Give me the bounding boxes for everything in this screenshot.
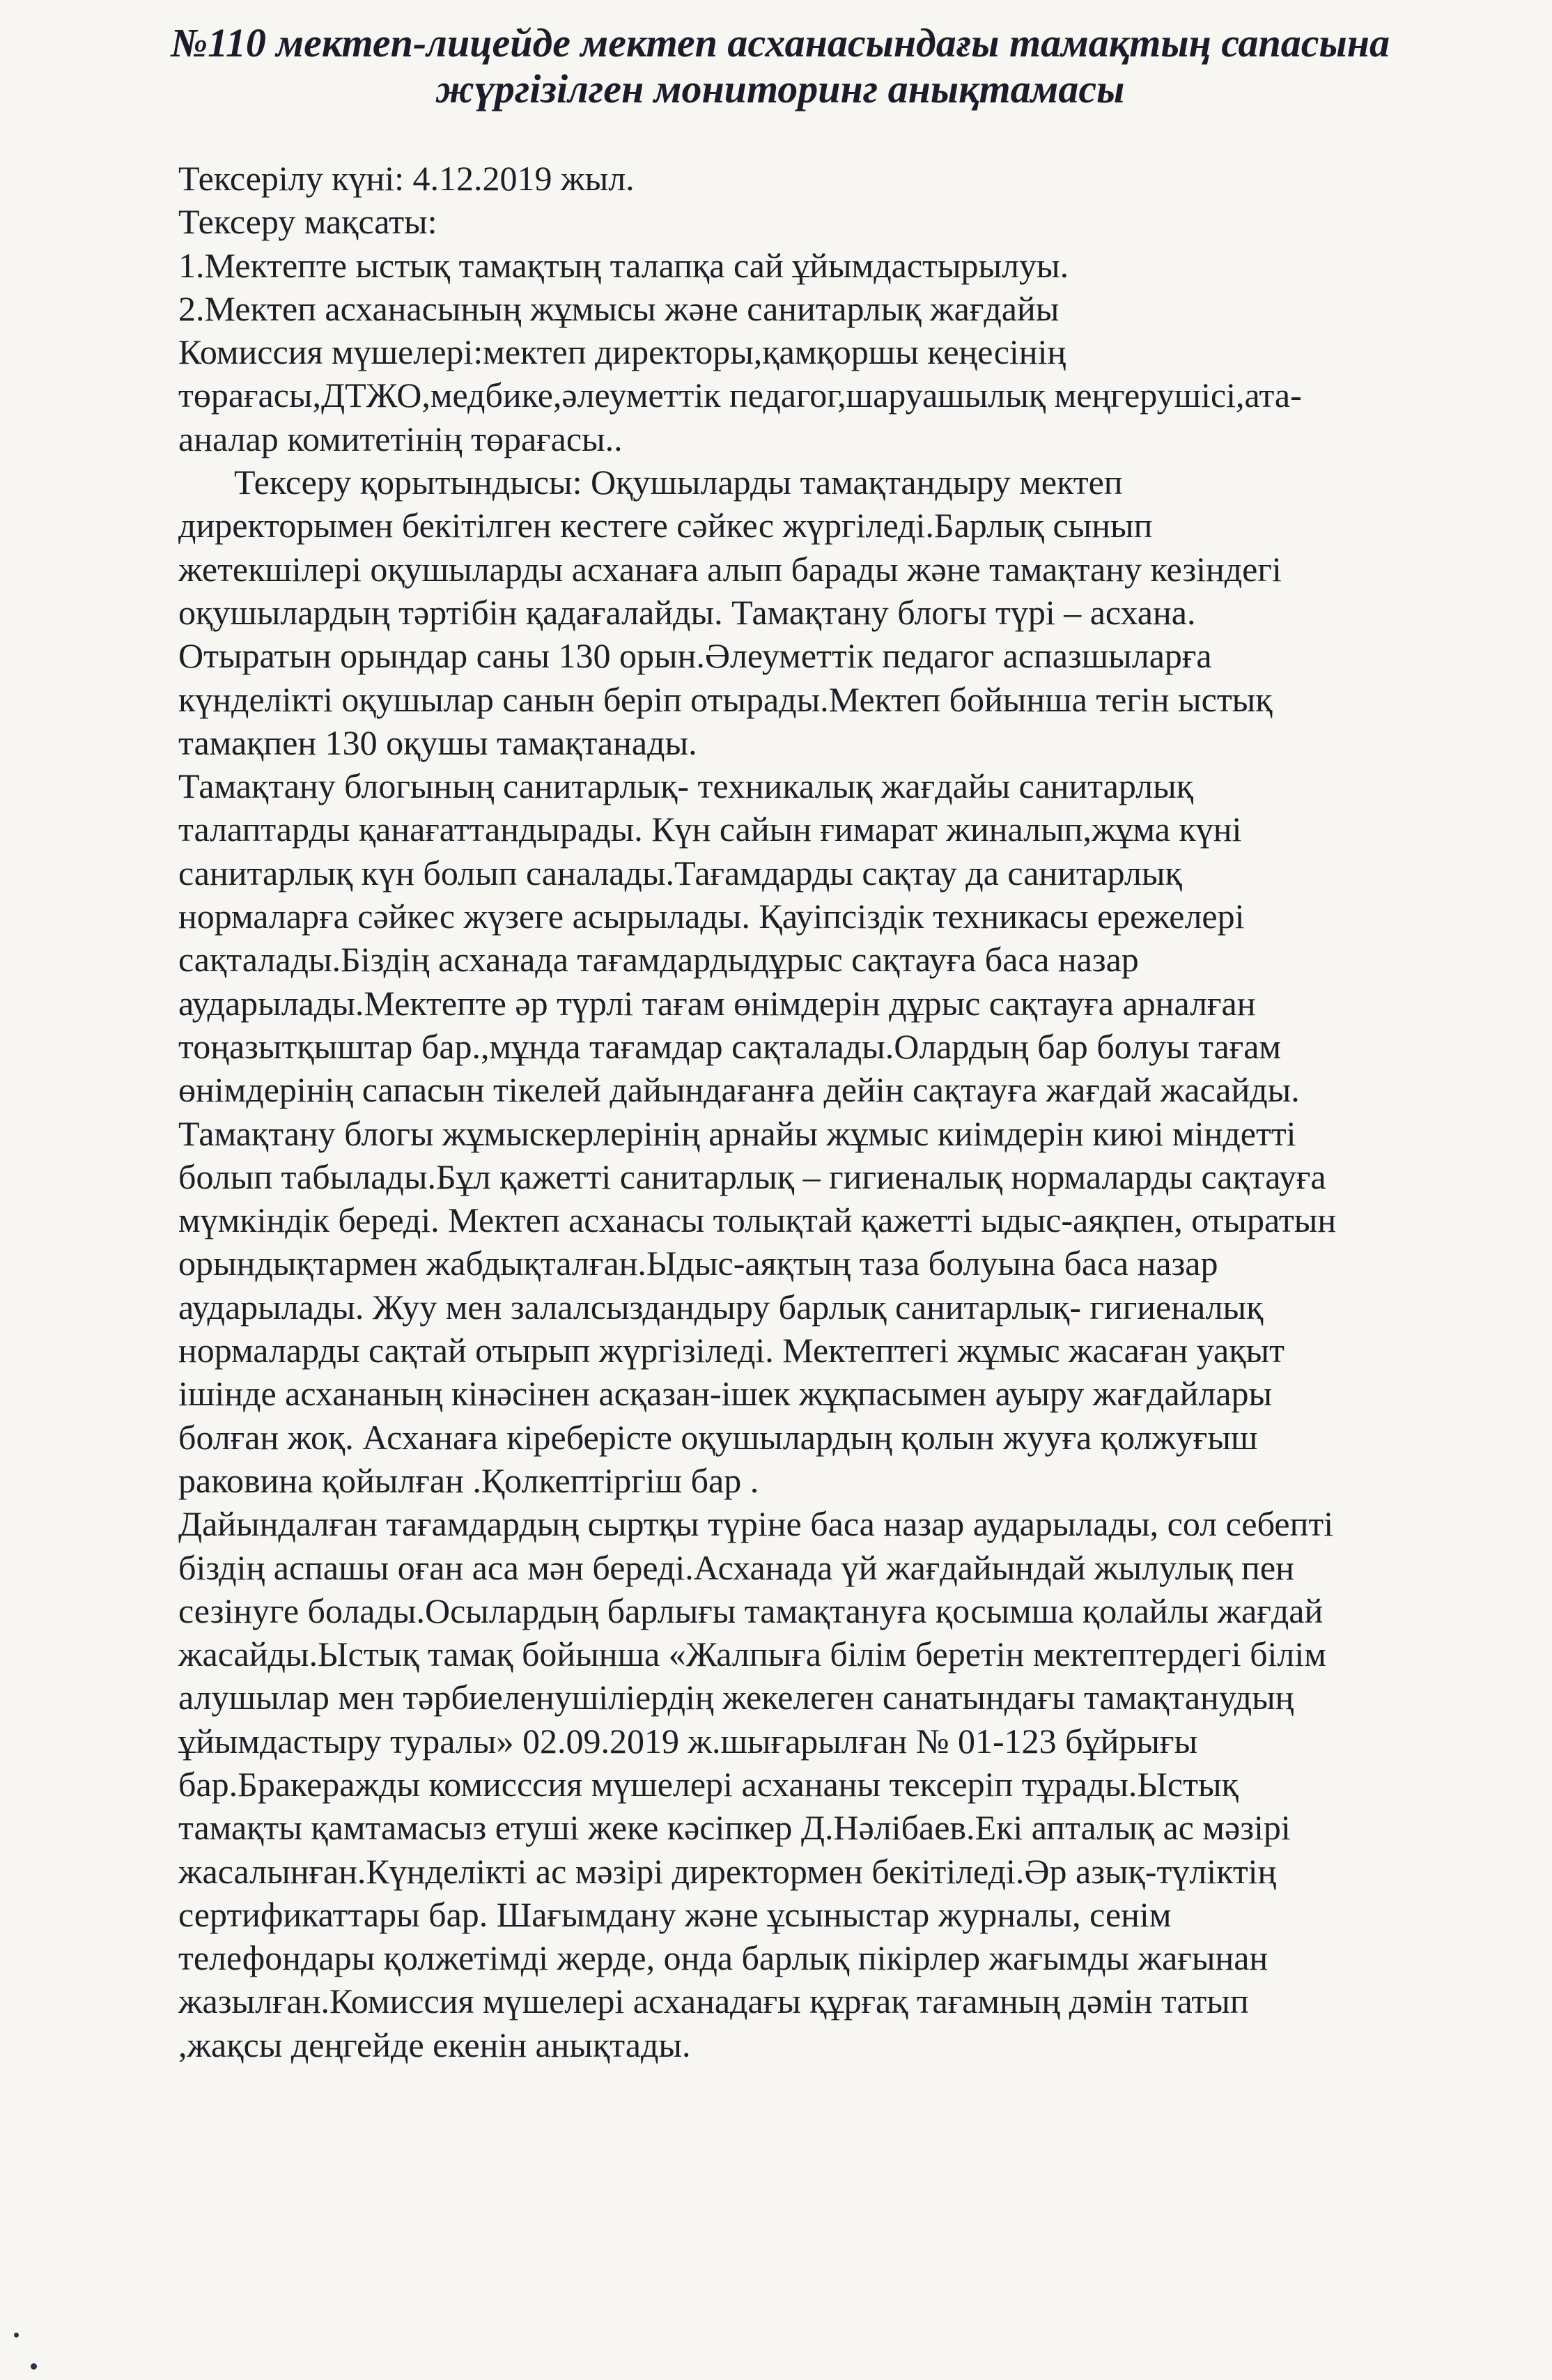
- final-paragraph-line: телефондары қолжетімді жерде, онда барлық пікірлер жағымды жағынан: [178, 1938, 1268, 1978]
- final-paragraph-line: бар.Бракеражды комисссия мүшелері асхананы тексеріп тұрады.Ыстық: [178, 1764, 1239, 1804]
- sanitary-paragraph-line: ішінде асхананың кінәсінен асқазан-ішек жұқпасымен ауыру жағдайлары: [178, 1374, 1273, 1414]
- document-title-line-2: жүргізілген мониторинг анықтамасы: [435, 66, 1125, 111]
- final-paragraph-line: ,жақсы деңгейде екенін анықтады.: [178, 2025, 691, 2064]
- sanitary-paragraph-line: мүмкіндік береді. Мектеп асханасы толықтай қажетті ыдыс-аяқпен, отыратын: [178, 1200, 1337, 1240]
- commission-members-line-3: аналар комитетінің төрағасы..: [178, 419, 623, 458]
- final-paragraph-line: [178, 2066, 1516, 2110]
- final-paragraph-line: Дайындалған тағамдардың сыртқы түріне баса назар аударылады, сол себепті: [178, 1504, 1334, 1544]
- sanitary-paragraph-line: нормаларды сақтай отырып жүргізіледі. Мектептегі жұмыс жасаған уақыт: [178, 1331, 1285, 1370]
- sanitary-paragraph-line: талаптарды қанағаттандырады. Күн сайын ғимарат жиналып,жұма күні: [178, 810, 1242, 849]
- results-paragraph-line: директорымен бекітілген кестеге сәйкес жүргіледі.Барлық сынып: [178, 506, 1153, 546]
- sanitary-paragraph-line: аударылады.Мектепте әр түрлі тағам өнімдерін дұрыс сақтауға арналған: [178, 983, 1256, 1023]
- purpose-item-1: 1.Мектепте ыстық тамақтың талапқа сай ұйымдастырылуы.: [178, 245, 1069, 285]
- sanitary-paragraph-line: өнімдерінің сапасын тікелей дайындағанға дейін сақтауға жағдай жасайды.: [178, 1070, 1300, 1110]
- results-paragraph-line: оқушылардың тәртібін қадағалайды. Тамақтану блогы түрі – асхана.: [178, 592, 1196, 632]
- sanitary-paragraph-line: тоңазытқыштар бар.,мұнда тағамдар сақталады.Олардың бар болуы тағам: [178, 1026, 1282, 1066]
- results-paragraph-line: Отыратын орындар саны 130 орын.Әлеуметтік педагог аспазшыларға: [178, 636, 1212, 676]
- final-paragraph-line: жасайды.Ыстық тамақ бойынша «Жалпыға білім беретін мектептердегі білім: [178, 1635, 1326, 1674]
- results-paragraph-line: күнделікті оқушылар санын беріп отырады.Мектеп бойынша тегін ыстық: [178, 679, 1273, 719]
- inspection-purpose-heading: Тексеру мақсаты:: [178, 202, 437, 242]
- final-paragraph-line: сезінуге болады.Осылардың барлығы тамақтануға қосымша қолайлы жағдай: [178, 1591, 1324, 1630]
- sanitary-paragraph-line: Тамақтану блогы жұмыскерлерінің арнайы жұмыс киімдерін киюі міндетті: [178, 1113, 1296, 1153]
- sanitary-paragraph-line: раковина қойылған .Қолкептіргіш бар .: [178, 1460, 759, 1500]
- final-paragraph-line: алушылар мен тәрбиеленушіліердің жекелеген санатындағы тамақтанудың: [178, 1678, 1294, 1717]
- document-body: [178, 157, 1516, 2110]
- scan-speck: [31, 2363, 37, 2370]
- final-paragraph-line: тамақты қамтамасыз етуші жеке кәсіпкер Д.Нәлібаев.Екі апталық ас мәзірі: [178, 1808, 1291, 1848]
- final-paragraph-line: сертификаттары бар. Шағымдану және ұсыныстар журналы, сенім: [178, 1894, 1172, 1934]
- results-paragraph-line: тамақпен 130 оқушы тамақтанады.: [178, 722, 697, 762]
- sanitary-paragraph-line: болып табылады.Бұл қажетті санитарлық – гигиеналық нормаларды сақтауға: [178, 1157, 1326, 1196]
- sanitary-paragraph-line: аударылады. Жуу мен залалсыздандыру барлық санитарлық- гигиеналық: [178, 1287, 1264, 1327]
- final-paragraph-line: ұйымдастыру туралы» 02.09.2019 ж.шығарылған № 01-123 бұйрығы: [178, 1721, 1198, 1761]
- inspection-date-line: Тексерілу күні: 4.12.2019 жыл.: [178, 159, 635, 198]
- commission-members-line-1: Комиссия мүшелері:мектеп директоры,қамқоршы кеңесінің: [178, 332, 1066, 372]
- sanitary-paragraph-line: нормаларға сәйкес жүзеге асырылады. Қауіпсіздік техникасы ережелері: [178, 897, 1245, 936]
- commission-members-line-2: төрағасы,ДТЖО,медбике,әлеуметтік педагог,шаруашылық меңгерушісі,ата-: [178, 376, 1302, 415]
- results-paragraph-line: жетекшілері оқушыларды асханаға алып барады және тамақтану кезіндегі: [178, 549, 1282, 589]
- purpose-item-2: 2.Мектеп асханасының жұмысы және санитарлық жағдайы: [178, 288, 1060, 328]
- final-paragraph-line: жазылған.Комиссия мүшелері асханадағы құрғақ тағамның дәмін татып: [178, 1981, 1249, 2021]
- sanitary-paragraph-line: Тамақтану блогының санитарлық- техникалық жағдайы санитарлық: [178, 766, 1194, 806]
- final-paragraph-line: біздің аспашы оған аса мән береді.Асханада үй жағдайындай жылулық пен: [178, 1547, 1294, 1587]
- sanitary-paragraph-line: санитарлық күн болып саналады.Тағамдарды сақтау да санитарлық: [178, 853, 1182, 892]
- scan-speck: [14, 2333, 19, 2338]
- final-paragraph-line: жасалынған.Күнделікті ас мәзірі директормен бекітіледі.Әр азық-түліктің: [178, 1851, 1277, 1891]
- document-title-line-1: №110 мектеп-лицейде мектеп асханасындағы тамақтың сапасына: [171, 20, 1390, 65]
- sanitary-paragraph-line: сақталады.Біздің асханада тағамдардыдұрыс сақтауға баса назар: [178, 940, 1139, 980]
- sanitary-paragraph-line: орындықтармен жабдықталған.Ыдыс-аяқтың таза болуына баса назар: [178, 1244, 1218, 1283]
- sanitary-paragraph-line: болған жоқ. Асханаға кіреберісте оқушылардың қолын жууға қолжуғыш: [178, 1417, 1258, 1457]
- results-paragraph-line: Тексеру қорытындысы: Оқушыларды тамақтандыру мектеп: [234, 463, 1123, 502]
